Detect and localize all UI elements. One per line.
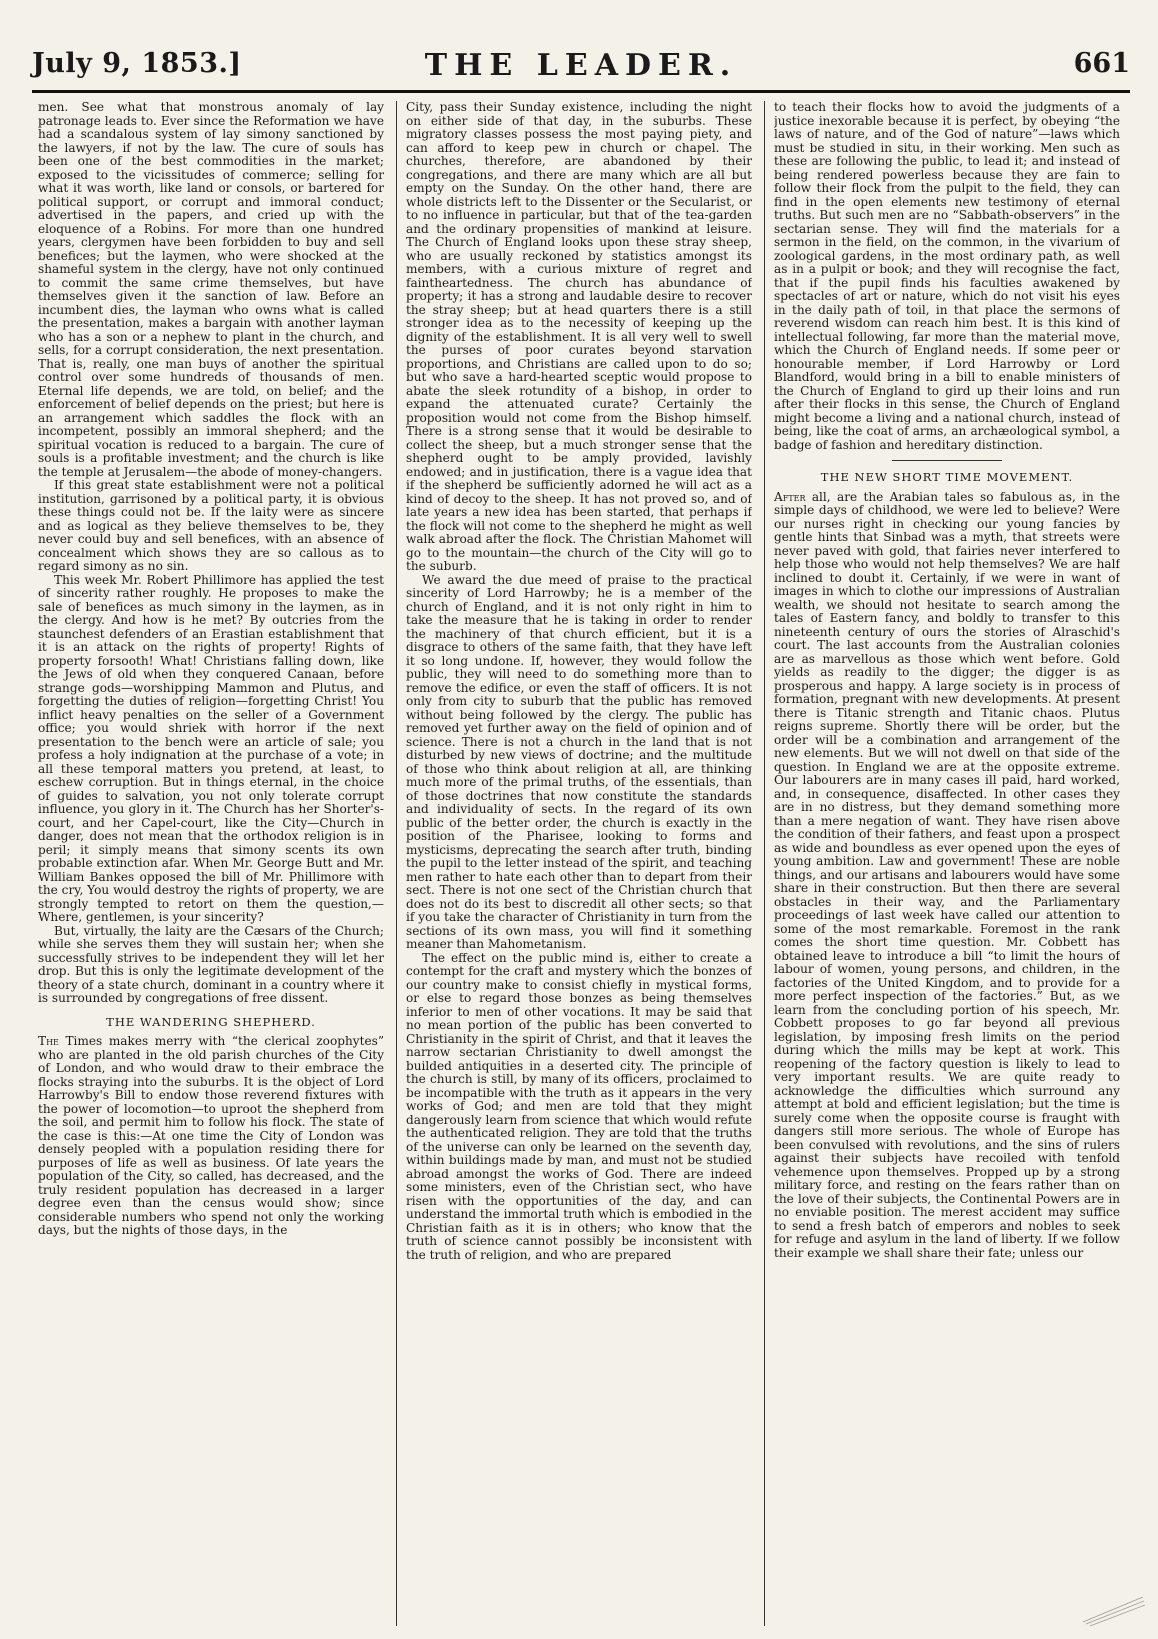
paragraph-text: all, are the Arabian tales so fabulous as, in the simple days of childhood, we were led to believe? Were our nurses right in checking our young fancies by gentle hints that Sinbad was a myth, that streets were never paved with gold, that fairies never interfered to help those who would not help themselves? We are half inclined to doubt it. Certainly, if we were in want of images in which to clothe our impressions of Australian wealth, we should not hesitate to search among the tales of Eastern fancy, and boldly to transfer to this nineteenth century of ours the stories of Alraschid's court. The last accounts from the Australian colonies are as marvellous as those which went before. Gold yields as readily to the digger; the digger is as prosperous and happy. A large society is in process of formation, pregnant with new developments. At present there is Titanic strength and Titanic chaos. Plutus reigns supreme. Shortly there will be order, but the order will be a combination and arrangement of the new elements. But we will not dwell on that side of the question. In England we are at the opposite extreme. Our labourers are in many cases ill paid, hard worked, and, in consequence, disaffected. In other cases they are in no distress, but they demand something more than a mere negation of want. They have risen above the condition of their fathers, and feast upon a prospect as wide and boundless as ever opened upon the eyes of young ambition. Law and government! These are noble things, and our artisans and labourers would have some share in their construction. But then there are several obstacles in their way, and the Parliamentary proceedings of last week have called our attention to some of the most remarkable. Foremost in the rank comes the short time question. Mr. Cobbett has obtained leave to introduce a bill “to limit the hours of labour of women, young persons, and children, in the factories of the United Kingdom, and to provide for a more perfect inspection of the factories.” But, as we learn from the concluding portion of his speech, Mr. Cobbett proposes to go far beyond all previous legislation, by imposing fresh limits on the period during which the mills may be kept at work. This reopening of the factory question is likely to lead to very important results. We are quite ready to acknowledge the difficulties which surround any attempt at bold and efficient legislation; but the time is surely come when the opposite course is fraught with dangers still more serious. The whole of Europe has been convulsed with revolutions, and the sins of rulers against their subjects have recoiled with tenfold vehemence upon themselves. Propped up by a strong military force, and resting on the fears rather than on the love of their subjects, the Continental Powers are in no enviable position. The merest accident may suffice to send a fresh batch of emperors and nobles to seek for refuge and asylum in the land of liberty. If we follow their example we shall share their fate; unless our [774, 489, 1120, 1260]
column-3 [774, 101, 1120, 1621]
paragraph: But, virtually, the laity are the Cæsars of the Church; while she serves them they will sustain her; when she successfully strives to be independent they will let her drop. But this is only the legitimate development of the theory of a state church, dominant in a country where it is surrounded by congregations of free dissent. [38, 923, 384, 1005]
article-columns [38, 101, 1121, 1621]
page-header [32, 48, 1130, 92]
section-title: THE WANDERING SHEPHERD. [106, 1014, 316, 1029]
archive-stamp-mark [1078, 1587, 1148, 1627]
paragraph: men. See what that monstrous anomaly of lay patronage leads to. Ever since the Reformation we have had a scandalous system of lay simony sanctioned by the lawyers, if not by the law. The cure of souls has been one of the best commodities in the market; exposed to the vicissitudes of commerce; selling for what it was worth, like land or consols, or bartered for political support, or corrupt and immoral conduct; advertised in the papers, and cried up with the eloquence of a Robins. For more than one hundred years, clergymen have been forbidden to buy and sell benefices; but the laymen, who were shocked at the shameful system in the clergy, have not only continued to commit the same crime themselves, but have themselves given it the sanction of law. Before an incumbent dies, the layman who owns what is called the presentation, makes a bargain with another layman who has a son or a nephew to plant in the church, and sells, for a corrupt consideration, the next presentation. That is, really, one man buys of another the spiritual control over some hundreds of thousands of men. Eternal life depends, we are told, on belief; and the enforcement of belief depends on the priest; but here is an arrangement which saddles the flock with an incompetent, possibly an immoral shepherd; and the spiritual vocation is reduced to a bargain. The cure of souls is a profitable investment; and the church is like the temple at Jerusalem—the abode of money-changers. [38, 101, 384, 479]
lead-word: The [38, 1034, 59, 1048]
paragraph-text: Times makes merry with “the clerical zoophytes” who are planted in the old parish churches of the City of London, and who would draw to their embrace the flocks straying into the suburbs. It is the object of Lord Harrowby's Bill to endow those reverend fixtures with the power of locomotion—to uproot the shepherd from the soil, and permit him to follow his flock. The state of the case is this:—At one time the City of London was densely peopled with a population residing there for purposes of life as well as business. Of late years the population of the City, so called, has decreased, and the truly resident population has decreased in a larger degree even than the census would show; since considerable numbers who spend not only the working days, but the nights of those days, in the [38, 1034, 384, 1237]
paragraph [774, 491, 1120, 1261]
paragraph: If this great state establishment were not a political institution, garrisoned by a political party, it is obvious these things could not be. If the laity were as sincere and as logical as they believe themselves to be, they never could buy and sell benefices, with an absence of concealment which shows they are so callous as to regard simony as no sin. [38, 478, 384, 573]
section-separator [892, 460, 1002, 461]
newspaper-title: THE LEADER. [424, 48, 738, 83]
paragraph: City, pass their Sunday existence, including the night on either side of that day, in the suburbs. These migratory classes possess the most paying piety, and can afford to keep pew in church or chapel. The churches, therefore, are abandoned by their congregations, and there are many which are all but empty on the Sunday. On the other hand, there are whole districts left to the Dissenter or the Secularist, or to no influence in particular, but that of the tea-garden and the ordinary propensities of mankind at leisure. The Church of England looks upon these stray sheep, who are usually reckoned by statistics amongst its members, with a curious mixture of regret and faintheartedness. The church has abundance of property; it has a strong and laudable desire to recover the stray sheep; but at head quarters there is a still stronger idea as to the necessity of keeping up the dignity of the establishment. It is all very well to swell the purses of poor curates beyond starvation proportions, and Christians are called upon to do so; but who save a hard-hearted sceptic would propose to abate the sleek rotundity of a bishop, in order to expand the attenuated curate? Certainly the proposition would not come from the Bishop himself. There is a strong sense that it would be desirable to collect the sheep, but a much stronger sense that the shepherd ought to be amply provided, lavishly endowed; and in justification, there is a vague idea that if the shepherd be sufficiently adorned he will act as a kind of decoy to the sheep. It has not proved so, and of late years a new idea has been started, that perhaps if the flock will not come to the shepherd he might as well walk abroad after the flock. The Christian Mahomet will go to the mountain—the church of the City will go to the suburb. [406, 101, 752, 573]
header-rule [32, 90, 1130, 93]
paragraph: We award the due meed of praise to the practical sincerity of Lord Harrowby; he is a member of the church of England, and it is not only right in him to take the measure that he is taking in order to render the machinery of that church efficient, but it is a disgrace to others of the same faith, that they have left it so long undone. If, however, they would follow the public, they will need to do something more than to remove the edifice, or even the staff of officers. It is not only from city to suburb that the public has removed without being followed by the clergy. The public has removed yet further away on the field of opinion and of science. There is not a church in the land that is not disturbed by new views of doctrine; and the multitude of those who think about religion at all, are thinking much more of the primal truths, of the essentials, than of those doctrines that now constitute the standards and individuality of sects. In the regard of its own public of the better order, the church is exactly in the position of the Pharisee, looking to forms and mysticisms, deprecating the search after truth, binding the pupil to the letter instead of the spirit, and teaching men rather to hate each other than to depart from their sect. There is not one sect of the Christian church that does not do its best to discredit all other sects; so that if you take the character of Christianity in turn from the sections of its own mass, you will find it something meaner than Mahometanism. [406, 572, 752, 951]
column-1 [38, 101, 384, 1621]
column-2 [406, 101, 752, 1621]
paragraph: This week Mr. Robert Phillimore has applied the test of sincerity rather roughly. He proposes to make the sale of benefices as much simony in the laymen, as in the clergy. And how is he met? By outcries from the staunchest defenders of an Erastian establishment that it is an attack on the rights of property! Rights of property forsooth! What! Christians falling down, like the Jews of old when they conquered Canaan, before strange gods—worshipping Mammon and Plutus, and forgetting the duties of religion—forgetting Christ! You inflict heavy penalties on the seller of a Government office; you would shriek with horror if the next presentation to the bench were an article of sale; you profess a holy indignation at the purchase of a vote; in all these temporal matters you pretend, at least, to eschew corruption. But in things eternal, in the choice of guides to salvation, you not only tolerate corrupt influence, you glory in it. The Church has her Shorter's-court, and her Capel-court, like the City—Church in danger, does not mean that the orthodox religion is in peril; it simply means that simony scents its own probable extinction afar. When Mr. George Butt and Mr. William Bankes opposed the bill of Mr. Phillimore with the cry, You would destroy the rights of property, we are strongly tempted to retort on them the question,—Where, gentlemen, is your sincerity? [38, 572, 384, 924]
issue-date: July 9, 1853.] [32, 48, 242, 79]
lead-word: After [774, 489, 806, 504]
section-title: THE NEW SHORT TIME MOVEMENT. [820, 470, 1074, 484]
page-number: 661 [1073, 48, 1130, 79]
paragraph: The effect on the public mind is, either to create a contempt for the craft and mystery which the bonzes of our country make to consist chiefly in mystical forms, or else to regard those bonzes as being themselves inferior to men of other vocations. It may be said that no mean portion of the public has been converted to Christianity in the spirit of Christ, and that it leaves the narrow sectarian Christianity to dwell amongst the builded antiquities in a deserted city. The principle of the church is still, by many of its officers, proclaimed to be incompatible with the truth as it appears in the very works of God; and men are told that they might dangerously learn from science that which would refute the authenticated religion. They are told that the truths of the universe can only be learned on the seventh day, within buildings made by man, and must not be studied abroad amongst the works of God. There are indeed some ministers, even of the Christian sect, who have risen with the opportunities of the day, and can understand the immortal truth which is embodied in the Christian faith as it is in others; who know that the truth of science cannot possibly be inconsistent with the truth of religion, and who are prepared [406, 950, 752, 1262]
paragraph [38, 1035, 384, 1238]
paragraph: to teach their flocks how to avoid the judgments of a justice inexorable because it is perfect, by obeying “the laws of nature, and of the God of nature”—laws which must be studied in situ, in their working. Men such as these are following the public, to lead it; and instead of being rendered powerless because they are fain to follow their flock from the pulpit to the field, they can find in the open elements new testimony of eternal truths. But such men are no “Sabbath-observers” in the sectarian sense. They will find the materials for a sermon in the field, on the common, in the vivarium of zoological gardens, in the most ordinary path, as well as in a pulpit or book; and they will recognise the fact, that if the pupil finds his faculties awakened by spectacles of art or nature, which do not visit his eyes in the daily path of toil, in that place the sermons of reverend wisdom can reach him best. It is this kind of intellectual following, far more than the material move, which the Church of England needs. If some peer or honourable member, if Lord Harrowby or Lord Blandford, would bring in a bill to enable ministers of the Church of England to gird up their loins and run after their flocks in this sense, the Church of England might become a living and a national church, instead of being, like the coat of arms, an archæological symbol, a badge of fashion and hereditary distinction. [774, 101, 1120, 452]
